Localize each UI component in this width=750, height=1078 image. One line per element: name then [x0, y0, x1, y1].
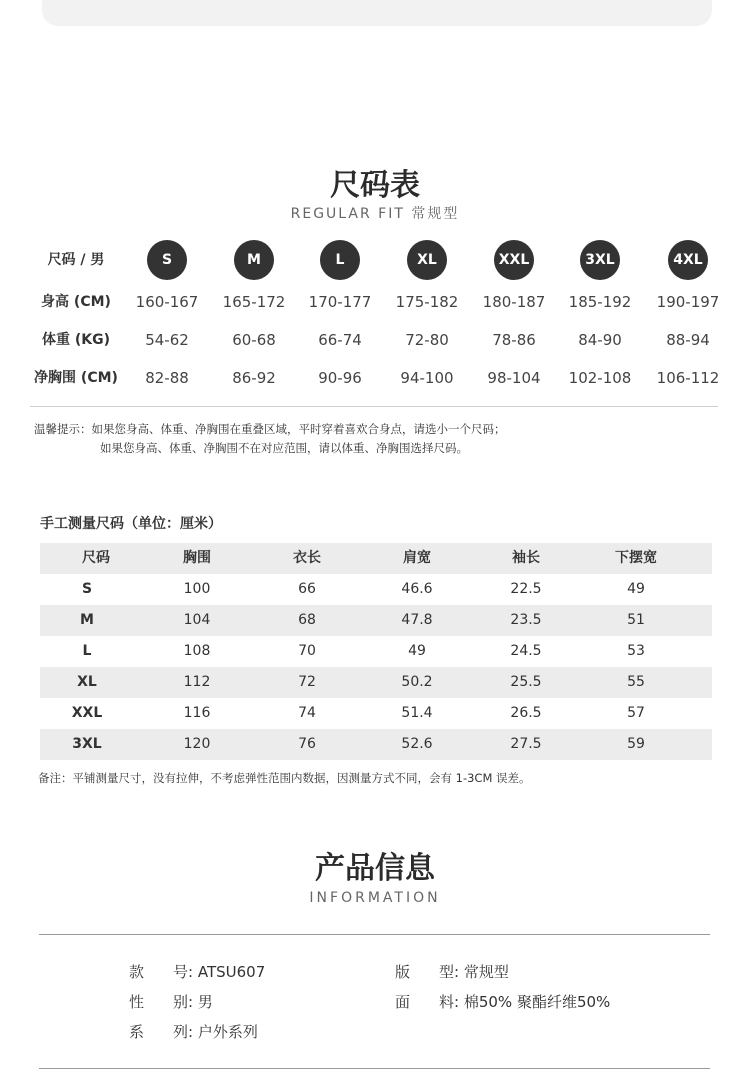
- table-cell: 3XL: [72, 736, 102, 752]
- table-header: 下摆宽: [615, 550, 657, 566]
- row-label: 尺码 / 男: [47, 252, 105, 268]
- info-item-style-no: [129, 961, 265, 982]
- info-key: 别:: [173, 993, 194, 1011]
- table-cell: 59: [627, 736, 645, 752]
- weight-cell: 88-94: [666, 331, 710, 349]
- weight-cell: 66-74: [318, 331, 362, 349]
- height-row: [30, 282, 730, 322]
- size-badge: 4XL: [668, 240, 708, 280]
- size-badge: S: [147, 240, 187, 280]
- info-value: 常规型: [463, 963, 509, 981]
- chest-cell: 94-100: [400, 369, 454, 387]
- table-cell: 47.8: [401, 612, 433, 628]
- table-cell: 68: [298, 612, 316, 628]
- table-row: [40, 605, 712, 636]
- row-label: 净胸围 (CM): [34, 370, 118, 386]
- weight-cell: 54-62: [145, 331, 189, 349]
- row-label: 身高 (CM): [41, 294, 111, 310]
- row-label: 体重 (KG): [41, 332, 110, 348]
- size-chart-title: 尺码表: [330, 168, 420, 203]
- info-value: 户外系列: [197, 1023, 258, 1041]
- height-cell: 170-177: [308, 293, 372, 311]
- table-header: 衣长: [293, 550, 321, 566]
- info-item-fit: [395, 961, 509, 982]
- height-cell: 175-182: [395, 293, 459, 311]
- info-value: 棉50% 聚酯纤维50%: [463, 993, 611, 1011]
- table-cell: 116: [183, 705, 211, 721]
- info-value: ATSU607: [197, 963, 266, 981]
- weight-row: [30, 320, 730, 360]
- size-badge: XXL: [494, 240, 534, 280]
- info-title: 产品信息: [315, 851, 435, 886]
- height-cell: 185-192: [568, 293, 632, 311]
- chest-row: [30, 358, 730, 398]
- chest-cell: 106-112: [656, 369, 720, 387]
- size-badge: L: [320, 240, 360, 280]
- table-cell: 27.5: [510, 736, 542, 752]
- tips-line-1: 温馨提示：如果您身高、体重、净胸围在重叠区域，平时穿着喜欢合身点，请选小一个尺码；: [34, 422, 506, 436]
- chest-cell: 90-96: [318, 369, 362, 387]
- info-key: 系: [129, 1023, 145, 1041]
- table-cell: 100: [183, 581, 211, 597]
- table-cell: 104: [183, 612, 211, 628]
- info-key: 性: [129, 993, 145, 1011]
- chest-cell: 98-104: [487, 369, 541, 387]
- table-cell: 74: [298, 705, 316, 721]
- chest-cell: 82-88: [145, 369, 189, 387]
- table-header: 尺码: [82, 550, 110, 566]
- table-cell: 76: [298, 736, 316, 752]
- info-item-series: [129, 1021, 258, 1042]
- info-key: 号:: [173, 963, 194, 981]
- table-cell: 51: [627, 612, 645, 628]
- table-cell: 72: [298, 674, 316, 690]
- height-cell: 160-167: [135, 293, 199, 311]
- size-badge: XL: [407, 240, 447, 280]
- info-value: 男: [197, 993, 213, 1011]
- table-cell: 24.5: [510, 643, 542, 659]
- table-cell: 22.5: [510, 581, 542, 597]
- table-row: [40, 667, 712, 698]
- table-cell: XXL: [71, 705, 103, 721]
- size-chart-subtitle: REGULAR FIT 常规型: [290, 206, 460, 222]
- table-header: 肩宽: [403, 550, 431, 566]
- top-card: [42, 0, 712, 26]
- size-row: [30, 240, 730, 280]
- table-cell: 112: [183, 674, 211, 690]
- info-key: 列:: [173, 1023, 194, 1041]
- measure-title: 手工测量尺码（单位：厘米）: [40, 516, 222, 532]
- table-cell: XL: [77, 674, 97, 690]
- info-key: 型:: [439, 963, 460, 981]
- size-badge: M: [234, 240, 274, 280]
- table-row: [40, 698, 712, 729]
- weight-cell: 72-80: [405, 331, 449, 349]
- info-item-fabric: [395, 991, 610, 1012]
- table-cell: 51.4: [401, 705, 433, 721]
- divider: [30, 406, 718, 407]
- info-top-rule: [39, 934, 710, 935]
- table-cell: 53: [627, 643, 645, 659]
- table-cell: 50.2: [401, 674, 433, 690]
- table-cell: 49: [627, 581, 645, 597]
- info-subtitle: INFORMATION: [309, 890, 441, 906]
- info-key: 版: [395, 963, 411, 981]
- table-cell: 23.5: [510, 612, 542, 628]
- table-header: 胸围: [183, 550, 211, 566]
- tips-line-2: 如果您身高、体重、净胸围不在对应范围，请以体重、净胸围选择尺码。: [100, 441, 468, 455]
- table-cell: 70: [298, 643, 316, 659]
- table-cell: 46.6: [401, 581, 433, 597]
- table-cell: S: [81, 581, 93, 597]
- info-bottom-rule: [39, 1068, 710, 1069]
- table-row: [40, 636, 712, 667]
- table-cell: 55: [627, 674, 645, 690]
- table-cell: M: [80, 612, 94, 628]
- info-item-gender: [129, 991, 213, 1012]
- measure-remark: 备注：平铺测量尺寸，没有拉伸，不考虑弹性范围内数据，因测量方式不同，会有 1-3CM 误差。: [38, 771, 531, 785]
- table-cell: 108: [183, 643, 211, 659]
- table-cell: 26.5: [510, 705, 542, 721]
- size-badge: 3XL: [580, 240, 620, 280]
- table-header: 袖长: [512, 550, 540, 566]
- height-cell: 180-187: [482, 293, 546, 311]
- table-cell: 57: [627, 705, 645, 721]
- weight-cell: 84-90: [578, 331, 622, 349]
- info-key: 料:: [439, 993, 460, 1011]
- table-cell: 49: [408, 643, 426, 659]
- height-cell: 190-197: [656, 293, 720, 311]
- table-header-row: [40, 543, 712, 574]
- table-cell: 25.5: [510, 674, 542, 690]
- chest-cell: 86-92: [232, 369, 276, 387]
- table-row: [40, 574, 712, 605]
- table-cell: 120: [183, 736, 211, 752]
- table-cell: 66: [298, 581, 316, 597]
- weight-cell: 60-68: [232, 331, 276, 349]
- info-key: 款: [129, 963, 145, 981]
- table-row: [40, 729, 712, 760]
- info-key: 面: [395, 993, 411, 1011]
- chest-cell: 102-108: [568, 369, 632, 387]
- weight-cell: 78-86: [492, 331, 536, 349]
- table-cell: 52.6: [401, 736, 433, 752]
- height-cell: 165-172: [222, 293, 286, 311]
- table-cell: L: [82, 643, 92, 659]
